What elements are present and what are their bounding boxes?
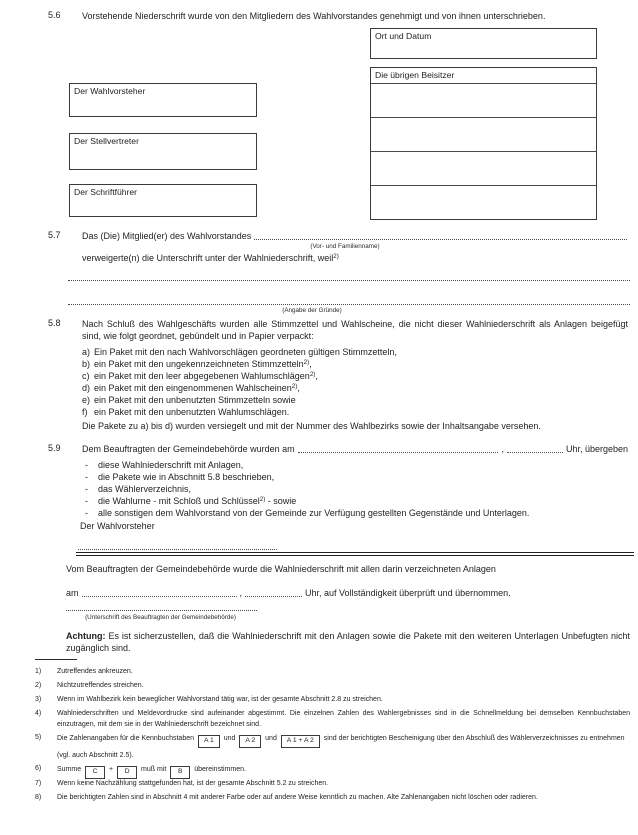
achtung-label: Achtung: <box>66 631 106 641</box>
footnote-ref-2: 2) <box>309 371 316 378</box>
footnote-6-segment: Summe <box>57 766 82 773</box>
section-5-7-line2 <box>82 252 630 264</box>
kennbuchstabe-d-box: D <box>117 766 137 779</box>
footnote-ref-2: 2) <box>303 359 310 366</box>
achtung-notice <box>66 630 630 654</box>
beisitzer-row-2[interactable] <box>371 117 596 151</box>
section-5-7-lead-text: Das (Die) Mitglied(er) des Wahlvorstandes <box>82 231 252 241</box>
footnote-3-number: 3) <box>35 696 42 703</box>
kennbuchstabe-a2-box: A 2 <box>239 735 261 748</box>
footnote-5-segment: und <box>265 735 277 742</box>
kennbuchstabe-a1-box: A 1 <box>198 735 220 748</box>
packet-item-e <box>82 394 296 406</box>
footnote-ref-2: 2) <box>259 496 266 503</box>
item-label: b) <box>82 359 91 369</box>
packet-item-c <box>82 370 318 382</box>
footnote-ref-2: 2) <box>333 253 339 260</box>
handover-confirmation-line1: Vom Beauftragten der Gemeindebehörde wurde die Wahlniederschrift mit allen darin verzeichneten Anlagen <box>66 564 496 574</box>
section-5-8-number: 5.8 <box>48 318 61 328</box>
packet-item-b <box>82 358 312 370</box>
item-label: f) <box>82 407 88 417</box>
dash-bullet: - <box>85 460 88 470</box>
section-5-9-lead-text: Dem Beauftragten der Gemeindebehörde wurden am <box>82 444 295 454</box>
item-text: ein Paket mit den eingenommenen Wahlscheinen <box>94 383 292 393</box>
reason-fill-line-1[interactable] <box>68 272 630 281</box>
reason-fill-line-2[interactable] <box>68 296 630 305</box>
section-5-8-outro: Die Pakete zu a) bis d) wurden versiegelt und mit der Nummer des Wahlbezirks sowie der Inhaltsangabe versehen. <box>82 421 541 431</box>
beisitzer-row-3[interactable] <box>371 151 596 185</box>
kennbuchstabe-a1a2-box: A 1 + A 2 <box>281 735 320 748</box>
ort-datum-label: Ort und Datum <box>375 31 432 41</box>
gemeindebehoerde-signature-line[interactable] <box>66 602 257 611</box>
footnote-6-segment: muß mit <box>141 766 167 773</box>
item-text: Ein Paket mit den nach Wahlvorschlägen geordneten gültigen Stimmzetteln, <box>94 347 397 357</box>
item-after: - sowie <box>265 496 297 506</box>
kennbuchstabe-b-box: B <box>170 766 190 779</box>
section-5-9-lead-line <box>82 443 628 455</box>
handover-item-1 <box>85 459 243 471</box>
item-text: das Wählerverzeichnis, <box>98 484 192 494</box>
wahlvorsteher-box-label: Der Wahlvorsteher <box>74 86 146 96</box>
footnote-6-text <box>57 762 630 779</box>
item-text: ein Paket mit den unbenutzten Stimmzetteln sowie <box>94 395 296 405</box>
footnote-8-number: 8) <box>35 794 42 801</box>
item-text: alle sonstigen dem Wahlvorstand von der Gemeinde zur Verfügung gestellten Gegenstände und Unterlagen. <box>98 508 530 518</box>
vor-familienname-caption: (Vor- und Familienname) <box>310 243 380 250</box>
item-label: c) <box>82 371 90 381</box>
footnote-4-text: Wahlniederschriften und Meldevordrucke sind aufeinander abgestimmt. Die einzelnen Zahlen des Wahlergebnisses sind in die Schnellmeldung bei demselben Kennbuchstaben einzutragen, mit dem sie in der Wahlniederschrift bezeichnet sind. <box>57 710 630 728</box>
footnote-3-text: Wenn im Wahlbezirk kein beweglicher Wahlvorstand tätig war, ist der gesamte Abschnitt 2.8 zu streichen. <box>57 696 383 703</box>
schriftfuehrer-box-label: Der Schriftführer <box>74 187 138 197</box>
section-5-7-line2-text: verweigerte(n) die Unterschrift unter der Wahlniederschrift, weil <box>82 253 334 263</box>
item-text: ein Paket mit den unbenutzten Wahlumschlägen. <box>94 407 290 417</box>
footnote-6-number: 6) <box>35 765 42 772</box>
item-label: e) <box>82 395 91 405</box>
footnote-7-number: 7) <box>35 780 42 787</box>
item-label: a) <box>82 347 91 357</box>
item-text: ein Paket mit den ungekennzeichneten Stimmzetteln <box>94 359 304 369</box>
footnote-2-number: 2) <box>35 682 42 689</box>
footnote-4-number: 4) <box>35 710 42 717</box>
section-5-6-text: Vorstehende Niederschrift wurde von den Mitgliedern des Wahlvorstandes genehmigt und von ihnen unterschrieben. <box>82 11 546 21</box>
handover-time-fill-line[interactable] <box>507 451 563 453</box>
footnote-6-segment: + <box>109 766 114 773</box>
wahlvorsteher-signer-label: Der Wahlvorsteher <box>80 521 155 531</box>
footnote-5-text <box>57 731 630 763</box>
footnote-6-segment: übereinstimmen. <box>194 766 246 773</box>
footnote-5-segment: sind der berichtigten Bescheinigung über den Abschluß des Wählerverzeichnisses zu entnehmen (vgl. auch Abschnitt 2.5). <box>57 735 625 760</box>
footnote-5-segment: und <box>223 735 236 742</box>
handover-date-fill-line[interactable] <box>298 451 499 453</box>
dash-bullet: - <box>85 472 88 482</box>
handover-item-4 <box>85 495 296 507</box>
comma: , <box>239 588 243 598</box>
section-5-6-number: 5.6 <box>48 10 61 20</box>
handover-item-5 <box>85 507 529 519</box>
beisitzer-table <box>370 67 597 220</box>
confirmation-date-fill-line[interactable] <box>82 595 237 597</box>
section-5-9-number: 5.9 <box>48 443 61 453</box>
beisitzer-header: Die übrigen Beisitzer <box>375 70 455 80</box>
section-5-9-lead-end: Uhr, übergeben <box>565 444 628 454</box>
item-text: die Pakete wie in Abschnitt 5.8 beschrieben, <box>98 472 275 482</box>
packet-item-a <box>82 346 397 358</box>
handover-confirmation-line2 <box>66 587 630 599</box>
gemeindebehoerde-signature-caption: (Unterschrift des Beauftragten der Gemeindebehörde) <box>85 614 236 621</box>
achtung-text: Es ist sicherzustellen, daß die Wahlniederschrift mit den Anlagen sowie die Pakete mit den weiteren Unterlagen Unbefugten nicht zugänglich sind. <box>66 631 630 653</box>
footnote-8-text: Die berichtigten Zahlen sind in Abschnitt 4 mit anderer Farbe oder auf andere Weise kenntlich zu machen. Alte Zahlenangaben nicht löschen oder radieren. <box>57 794 538 801</box>
item-text: ein Paket mit den leer abgegebenen Wahlumschlägen <box>94 371 310 381</box>
item-after: , <box>315 371 318 381</box>
ort-datum-box[interactable] <box>370 28 597 59</box>
handover-line2-end: Uhr, auf Vollständigkeit überprüft und übernommen. <box>305 588 511 598</box>
confirmation-time-fill-line[interactable] <box>245 595 302 597</box>
dash-bullet: - <box>85 496 88 506</box>
angabe-gruende-caption: (Angabe der Gründe) <box>282 307 342 314</box>
packet-item-f <box>82 406 289 418</box>
member-name-fill-line[interactable] <box>254 238 627 240</box>
wahlvorsteher-signature-box[interactable] <box>69 83 257 117</box>
item-text: die Wahlurne - mit Schloß und Schlüssel <box>98 496 260 506</box>
section-5-7-lead-line <box>82 230 630 242</box>
handover-item-3 <box>85 483 191 495</box>
schriftfuehrer-signature-box[interactable] <box>69 184 257 217</box>
kennbuchstabe-c-box: C <box>85 766 105 779</box>
footnote-1-text: Zutreffendes ankreuzen. <box>57 668 133 675</box>
wahlvorsteher-signature-line[interactable] <box>78 541 277 550</box>
beisitzer-row-4[interactable] <box>371 185 596 219</box>
packet-item-d <box>82 382 300 394</box>
comma: , <box>501 444 504 454</box>
section-5-8-intro: Nach Schluß des Wahlgeschäfts wurden alle Stimmzettel und Wahlscheine, die nicht dieser Wahlniederschrift als Anlagen beigefügt sind, wie folgt geordnet, gebündelt und in Papier verpackt: <box>82 319 628 341</box>
beisitzer-row-1[interactable] <box>371 83 596 117</box>
item-after: , <box>297 383 300 393</box>
stellvertreter-box-label: Der Stellvertreter <box>74 136 139 146</box>
footnote-separator <box>35 659 77 660</box>
dash-bullet: - <box>85 484 88 494</box>
footnote-5-number: 5) <box>35 734 42 741</box>
stellvertreter-signature-box[interactable] <box>69 133 257 170</box>
section-divider-double-rule <box>76 552 634 556</box>
footnote-1-number: 1) <box>35 668 42 675</box>
footnote-ref-2: 2) <box>291 383 298 390</box>
section-5-7-number: 5.7 <box>48 230 61 240</box>
footnote-7-text: Wenn keine Nachzählung stattgefunden hat, ist der gesamte Abschnitt 5.2 zu streichen. <box>57 780 329 787</box>
dash-bullet: - <box>85 508 88 518</box>
item-text: diese Wahlniederschrift mit Anlagen, <box>98 460 244 470</box>
am-label: am <box>66 588 79 598</box>
item-label: d) <box>82 383 91 393</box>
handover-item-2 <box>85 471 274 483</box>
footnote-5-segment: Die Zahlenangaben für die Kennbuchstaben <box>57 735 194 742</box>
footnote-2-text: Nichtzutreffendes streichen. <box>57 682 144 689</box>
item-after: , <box>309 359 312 369</box>
